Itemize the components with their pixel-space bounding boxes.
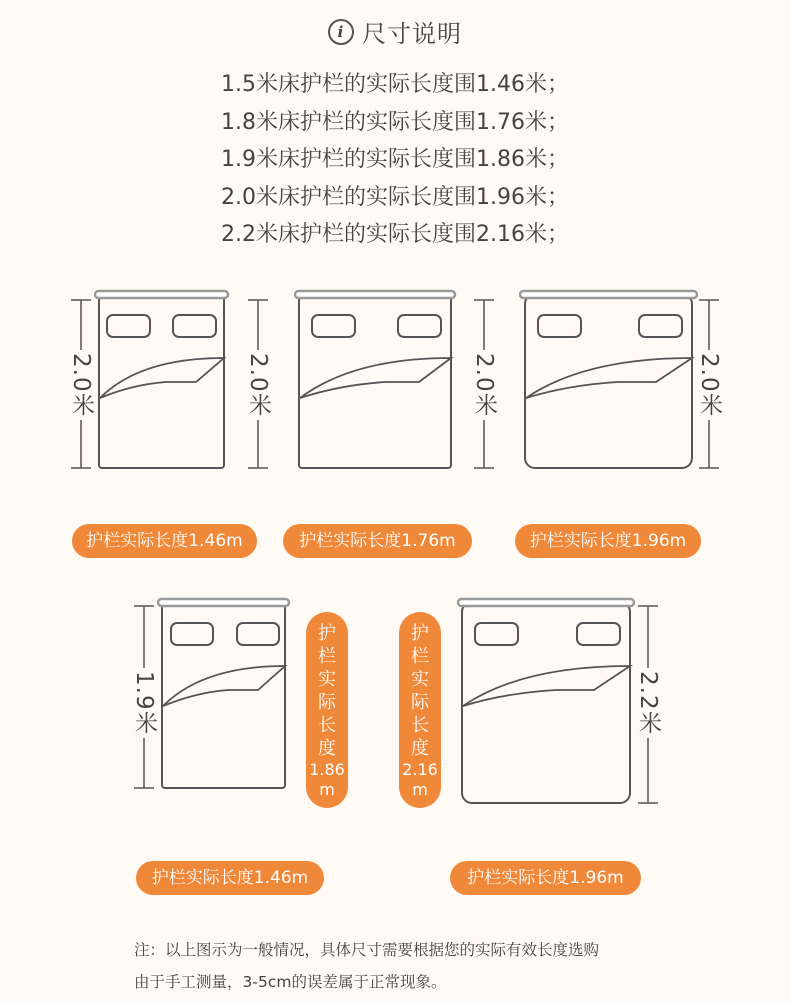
pillow-right [398,315,441,337]
rail-length-badge: 护栏实际长度1.46m [72,524,257,558]
pillow-left [171,623,213,645]
note-line: 由于手工测量，3-5cm的误差属于正常现象。 [134,973,447,991]
page-title: 尺寸说明 [362,20,462,48]
bed-length-label: 2.0米 [471,350,497,420]
rail-length-badge: 护栏实际长度1.96m [450,861,641,895]
bed-length-label: 2.2米 [635,668,661,738]
side-rail-value: 2.16m [402,760,438,799]
side-rail-badge [306,612,348,808]
headboard [295,291,455,298]
spec-line: 1.5米床护栏的实际长度围1.46米； [221,72,569,97]
pillow-left [107,315,150,337]
rail-length-badge: 护栏实际长度1.96m [515,524,701,558]
pillow-left [312,315,355,337]
rail-length-badge: 护栏实际长度1.76m [283,524,472,558]
spec-line: 1.8米床护栏的实际长度围1.76米； [221,109,569,135]
note [134,934,599,998]
side-rail-text: 护栏实际长度 [411,623,429,759]
pillow-left [538,315,581,337]
pillow-right [639,315,682,337]
bed-length-label: 1.9米 [131,668,157,738]
headboard [520,291,697,298]
bed-length-label: 2.0米 [696,350,722,420]
bed-5 [458,599,658,803]
note-line: 注：以上图示为一般情况，具体尺寸需要根据您的实际有效长度选购 [134,941,600,959]
pillow-right [577,623,620,645]
spec-line: 2.2米床护栏的实际长度围2.16米； [221,222,569,247]
bed-4 [134,599,289,788]
headboard [95,291,228,298]
rail-length-badge: 护栏实际长度1.46m [136,861,324,895]
pillow-left [475,623,518,645]
info-icon: i [328,19,354,45]
bed-1 [71,291,228,468]
side-rail-text: 护栏实际长度 [318,623,336,759]
bed-3 [474,291,719,468]
side-rail-badge [399,612,441,808]
headboard [458,599,634,606]
headboard [158,599,289,606]
pillow-right [173,315,216,337]
bed-length-label: 2.0米 [245,350,271,420]
pillow-right [237,623,279,645]
side-rail-value: 1.86m [309,760,345,799]
bed-length-label: 2.0米 [68,350,94,420]
spec-line: 2.0米床护栏的实际长度围1.96米； [221,184,569,210]
bed-2 [248,291,455,468]
spec-line: 1.9米床护栏的实际长度围1.86米； [221,147,569,172]
